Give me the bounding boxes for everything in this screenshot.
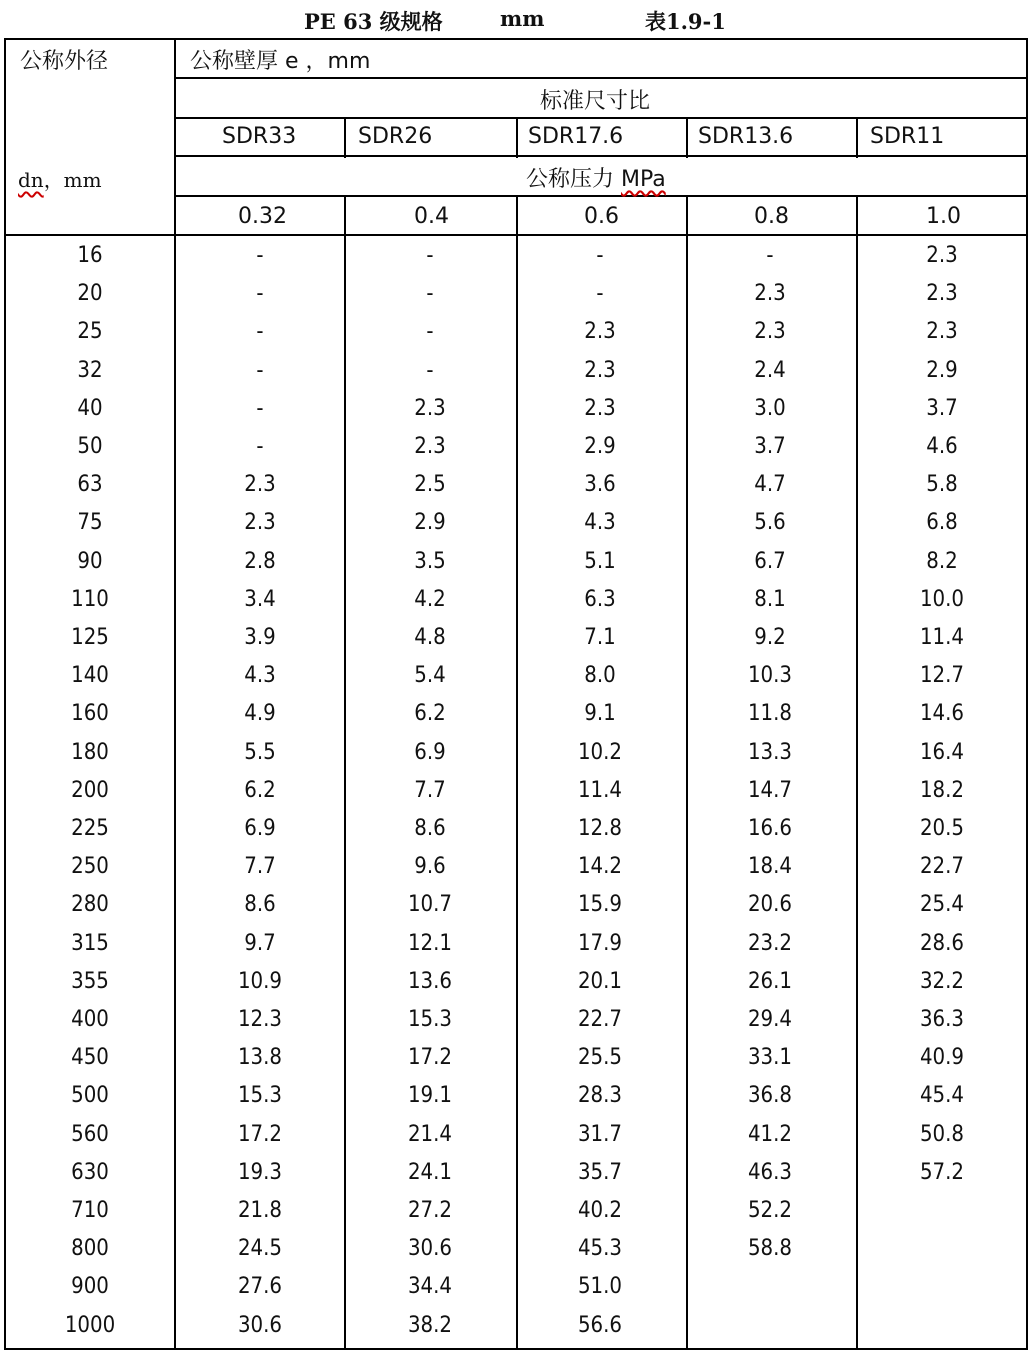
wall-thickness-cell: 30.6 xyxy=(237,1313,283,1338)
wall-thickness-cell: 2.5 xyxy=(414,472,446,497)
wall-thickness-cell: 2.3 xyxy=(754,281,786,306)
wall-thickness-cell: 14.2 xyxy=(577,854,623,879)
wall-thickness-cell: 45.4 xyxy=(919,1083,965,1108)
wall-thickness-cell: 5.6 xyxy=(754,510,786,535)
wall-thickness-cell: 13.6 xyxy=(407,969,453,994)
divider xyxy=(344,118,346,158)
wall-thickness-cell: 6.2 xyxy=(244,778,276,803)
wall-thickness-cell: 28.6 xyxy=(919,931,965,956)
wall-thickness-cell: 15.3 xyxy=(237,1083,283,1108)
wall-thickness-cell: 2.3 xyxy=(244,510,276,535)
outer-diameter-cell: 450 xyxy=(71,1045,109,1070)
wall-thickness-cell: 29.4 xyxy=(747,1007,793,1032)
wall-thickness-cell: 19.1 xyxy=(407,1083,453,1108)
wall-thickness-cell: 8.0 xyxy=(584,663,616,688)
wall-thickness-cell: 27.6 xyxy=(237,1274,283,1299)
wall-thickness-cell: 13.3 xyxy=(747,740,793,765)
wall-thickness-cell: 11.8 xyxy=(747,701,793,726)
wall-thickness-cell: 6.7 xyxy=(754,549,786,574)
wall-thickness-cell: 17.2 xyxy=(237,1122,283,1147)
wall-thickness-cell: 9.6 xyxy=(414,854,446,879)
wall-thickness-cell: 30.6 xyxy=(407,1236,453,1261)
wall-thickness-cell: 16.4 xyxy=(919,740,965,765)
table-header xyxy=(4,38,1028,236)
wall-thickness-cell: 22.7 xyxy=(577,1007,623,1032)
wall-thickness-cell: 5.5 xyxy=(244,740,276,765)
divider xyxy=(686,118,688,158)
wall-thickness-cell: 31.7 xyxy=(577,1122,623,1147)
wall-thickness-cell: 16.6 xyxy=(747,816,793,841)
title-unit: mm xyxy=(500,6,545,31)
wall-thickness-cell: - xyxy=(256,434,264,459)
outer-diameter-cell: 32 xyxy=(77,358,103,383)
wall-thickness-cell: 35.7 xyxy=(577,1160,623,1185)
divider xyxy=(856,196,858,236)
header-sdr-3: SDR17.6 xyxy=(528,124,624,149)
wall-thickness-cell: 9.2 xyxy=(754,625,786,650)
wall-thickness-cell: 40.9 xyxy=(919,1045,965,1070)
wall-thickness-cell: 14.7 xyxy=(747,778,793,803)
divider xyxy=(174,40,176,236)
divider xyxy=(174,236,176,1348)
header-pressure-1: 0.32 xyxy=(238,204,287,229)
outer-diameter-cell: 125 xyxy=(71,625,109,650)
wall-thickness-cell: 20.6 xyxy=(747,892,793,917)
wall-thickness-cell: 6.9 xyxy=(244,816,276,841)
outer-diameter-cell: 90 xyxy=(77,549,103,574)
table-body xyxy=(4,236,1028,1350)
wall-thickness-cell: 21.4 xyxy=(407,1122,453,1147)
outer-diameter-cell: 200 xyxy=(71,778,109,803)
wall-thickness-cell: 22.7 xyxy=(919,854,965,879)
wall-thickness-cell: 25.4 xyxy=(919,892,965,917)
outer-diameter-cell: 110 xyxy=(71,587,109,612)
wall-thickness-cell: 13.8 xyxy=(237,1045,283,1070)
wall-thickness-cell: 18.4 xyxy=(747,854,793,879)
wall-thickness-cell: 3.7 xyxy=(754,434,786,459)
outer-diameter-cell: 140 xyxy=(71,663,109,688)
wall-thickness-cell: 32.2 xyxy=(919,969,965,994)
wall-thickness-cell: - xyxy=(256,358,264,383)
wall-thickness-cell: 52.2 xyxy=(747,1198,793,1223)
wall-thickness-cell: 19.3 xyxy=(237,1160,283,1185)
wall-thickness-cell: 10.2 xyxy=(577,740,623,765)
wall-thickness-cell: 12.3 xyxy=(237,1007,283,1032)
wall-thickness-cell: - xyxy=(426,281,434,306)
divider xyxy=(686,196,688,236)
divider xyxy=(516,118,518,158)
outer-diameter-cell: 710 xyxy=(71,1198,109,1223)
outer-diameter-cell: 16 xyxy=(77,243,103,268)
wall-thickness-cell: 7.1 xyxy=(584,625,616,650)
wall-thickness-cell: - xyxy=(426,243,434,268)
header-pressure-2: 0.4 xyxy=(414,204,449,229)
wall-thickness-cell: 24.5 xyxy=(237,1236,283,1261)
outer-diameter-cell: 20 xyxy=(77,281,103,306)
wall-thickness-cell: 27.2 xyxy=(407,1198,453,1223)
wall-thickness-cell: - xyxy=(596,281,604,306)
wall-thickness-cell: - xyxy=(256,319,264,344)
wall-thickness-cell: 2.9 xyxy=(584,434,616,459)
wall-thickness-cell: 6.2 xyxy=(414,701,446,726)
wall-thickness-cell: 8.6 xyxy=(414,816,446,841)
outer-diameter-cell: 630 xyxy=(71,1160,109,1185)
wall-thickness-cell: 46.3 xyxy=(747,1160,793,1185)
wall-thickness-cell: 4.3 xyxy=(584,510,616,535)
wall-thickness-cell: 2.3 xyxy=(584,396,616,421)
divider xyxy=(176,155,1026,157)
wall-thickness-cell: 2.3 xyxy=(414,396,446,421)
outer-diameter-cell: 315 xyxy=(71,931,109,956)
wall-thickness-cell: 28.3 xyxy=(577,1083,623,1108)
table-title xyxy=(0,0,1032,38)
outer-diameter-cell: 500 xyxy=(71,1083,109,1108)
divider xyxy=(516,196,518,236)
wall-thickness-cell: 9.1 xyxy=(584,701,616,726)
wall-thickness-cell: 58.8 xyxy=(747,1236,793,1261)
wall-thickness-cell: 51.0 xyxy=(577,1274,623,1299)
wall-thickness-cell: 33.1 xyxy=(747,1045,793,1070)
wall-thickness-cell: 40.2 xyxy=(577,1198,623,1223)
header-sdr-1: SDR33 xyxy=(222,124,297,149)
dn-symbol: dn xyxy=(18,168,44,192)
header-pressure-3: 0.6 xyxy=(584,204,619,229)
wall-thickness-cell: 15.3 xyxy=(407,1007,453,1032)
wall-thickness-cell: 12.7 xyxy=(919,663,965,688)
wall-thickness-cell: 2.3 xyxy=(754,319,786,344)
wall-thickness-cell: - xyxy=(426,358,434,383)
wall-thickness-cell: 7.7 xyxy=(414,778,446,803)
wall-thickness-cell: 3.5 xyxy=(414,549,446,574)
wall-thickness-cell: 2.3 xyxy=(584,319,616,344)
outer-diameter-cell: 1000 xyxy=(64,1313,116,1338)
wall-thickness-cell: - xyxy=(766,243,774,268)
wall-thickness-cell: 36.8 xyxy=(747,1083,793,1108)
wall-thickness-cell: 3.6 xyxy=(584,472,616,497)
wall-thickness-cell: 2.3 xyxy=(926,243,958,268)
wall-thickness-cell: 2.3 xyxy=(926,319,958,344)
divider xyxy=(344,196,346,236)
outer-diameter-cell: 50 xyxy=(77,434,103,459)
wall-thickness-cell: 8.6 xyxy=(244,892,276,917)
wall-thickness-cell: 12.1 xyxy=(407,931,453,956)
wall-thickness-cell: 18.2 xyxy=(919,778,965,803)
divider xyxy=(686,236,688,1348)
wall-thickness-cell: 8.1 xyxy=(754,587,786,612)
outer-diameter-cell: 800 xyxy=(71,1236,109,1261)
wall-thickness-cell: 4.2 xyxy=(414,587,446,612)
outer-diameter-cell: 560 xyxy=(71,1122,109,1147)
outer-diameter-cell: 63 xyxy=(77,472,103,497)
pressure-label: 公称压力 xyxy=(526,167,621,192)
wall-thickness-cell: 10.0 xyxy=(919,587,965,612)
wall-thickness-cell: 3.9 xyxy=(244,625,276,650)
wall-thickness-cell: - xyxy=(256,281,264,306)
wall-thickness-cell: 6.3 xyxy=(584,587,616,612)
divider xyxy=(176,77,1026,79)
wall-thickness-cell: 2.3 xyxy=(584,358,616,383)
wall-thickness-cell: 2.9 xyxy=(414,510,446,535)
divider xyxy=(344,236,346,1348)
wall-thickness-cell: 11.4 xyxy=(919,625,965,650)
wall-thickness-cell: 4.9 xyxy=(244,701,276,726)
wall-thickness-cell: 10.9 xyxy=(237,969,283,994)
wall-thickness-cell: - xyxy=(596,243,604,268)
outer-diameter-cell: 75 xyxy=(77,510,103,535)
wall-thickness-cell: 57.2 xyxy=(919,1160,965,1185)
wall-thickness-cell: 14.6 xyxy=(919,701,965,726)
wall-thickness-cell: 9.7 xyxy=(244,931,276,956)
header-outer-diameter: 公称外径 xyxy=(20,49,109,74)
wall-thickness-cell: 5.8 xyxy=(926,472,958,497)
wall-thickness-cell: 4.7 xyxy=(754,472,786,497)
wall-thickness-cell: 24.1 xyxy=(407,1160,453,1185)
wall-thickness-cell: 41.2 xyxy=(747,1122,793,1147)
wall-thickness-cell: 10.3 xyxy=(747,663,793,688)
wall-thickness-cell: 3.7 xyxy=(926,396,958,421)
wall-thickness-cell: 2.3 xyxy=(414,434,446,459)
wall-thickness-cell: 11.4 xyxy=(577,778,623,803)
wall-thickness-cell: - xyxy=(256,243,264,268)
divider xyxy=(176,117,1026,119)
divider xyxy=(516,236,518,1348)
wall-thickness-cell: 2.8 xyxy=(244,549,276,574)
header-dn-unit xyxy=(18,164,102,193)
wall-thickness-cell: 2.9 xyxy=(926,358,958,383)
wall-thickness-cell: 2.4 xyxy=(754,358,786,383)
wall-thickness-cell: 21.8 xyxy=(237,1198,283,1223)
outer-diameter-cell: 180 xyxy=(71,740,109,765)
wall-thickness-cell: 20.5 xyxy=(919,816,965,841)
outer-diameter-cell: 355 xyxy=(71,969,109,994)
header-sdr-group: 标准尺寸比 xyxy=(540,89,651,114)
divider xyxy=(856,236,858,1348)
outer-diameter-cell: 25 xyxy=(77,319,103,344)
outer-diameter-cell: 160 xyxy=(71,701,109,726)
dn-unit: ，mm xyxy=(43,168,102,192)
wall-thickness-cell: 2.3 xyxy=(926,281,958,306)
wall-thickness-cell: - xyxy=(256,396,264,421)
wall-thickness-cell: 23.2 xyxy=(747,931,793,956)
wall-thickness-cell: 26.1 xyxy=(747,969,793,994)
outer-diameter-cell: 900 xyxy=(71,1274,109,1299)
wall-thickness-cell: 5.4 xyxy=(414,663,446,688)
title-table-number: 表1.9-1 xyxy=(645,9,726,34)
wall-thickness-cell: 56.6 xyxy=(577,1313,623,1338)
outer-diameter-cell: 225 xyxy=(71,816,109,841)
pressure-unit: MPa xyxy=(621,167,666,192)
wall-thickness-cell: 17.2 xyxy=(407,1045,453,1070)
header-sdr-2: SDR26 xyxy=(358,124,433,149)
title-main: PE 63 级规格 xyxy=(304,9,443,34)
wall-thickness-cell: 15.9 xyxy=(577,892,623,917)
outer-diameter-cell: 400 xyxy=(71,1007,109,1032)
wall-thickness-cell: 25.5 xyxy=(577,1045,623,1070)
wall-thickness-cell: 12.8 xyxy=(577,816,623,841)
wall-thickness-cell: 10.7 xyxy=(407,892,453,917)
wall-thickness-cell: 38.2 xyxy=(407,1313,453,1338)
wall-thickness-cell: 6.9 xyxy=(414,740,446,765)
divider xyxy=(176,195,1026,197)
wall-thickness-cell: 3.0 xyxy=(754,396,786,421)
divider xyxy=(856,118,858,158)
header-pressure-group xyxy=(526,162,666,193)
wall-thickness-cell: 36.3 xyxy=(919,1007,965,1032)
wall-thickness-cell: 4.3 xyxy=(244,663,276,688)
outer-diameter-cell: 40 xyxy=(77,396,103,421)
header-sdr-4: SDR13.6 xyxy=(698,124,794,149)
wall-thickness-cell: 8.2 xyxy=(926,549,958,574)
wall-thickness-cell: 4.6 xyxy=(926,434,958,459)
wall-thickness-cell: 2.3 xyxy=(244,472,276,497)
wall-thickness-cell: 45.3 xyxy=(577,1236,623,1261)
wall-thickness-cell: 5.1 xyxy=(584,549,616,574)
wall-thickness-cell: 3.4 xyxy=(244,587,276,612)
wall-thickness-cell: 34.4 xyxy=(407,1274,453,1299)
wall-thickness-cell: - xyxy=(426,319,434,344)
wall-thickness-cell: 20.1 xyxy=(577,969,623,994)
wall-thickness-cell: 50.8 xyxy=(919,1122,965,1147)
wall-thickness-cell: 7.7 xyxy=(244,854,276,879)
header-pressure-5: 1.0 xyxy=(926,204,961,229)
wall-thickness-cell: 6.8 xyxy=(926,510,958,535)
outer-diameter-cell: 250 xyxy=(71,854,109,879)
wall-thickness-cell: 17.9 xyxy=(577,931,623,956)
header-pressure-4: 0.8 xyxy=(754,204,789,229)
header-wall-thickness: 公称壁厚 e ，mm xyxy=(190,49,371,74)
header-sdr-5: SDR11 xyxy=(870,124,945,149)
outer-diameter-cell: 280 xyxy=(71,892,109,917)
wall-thickness-cell: 4.8 xyxy=(414,625,446,650)
